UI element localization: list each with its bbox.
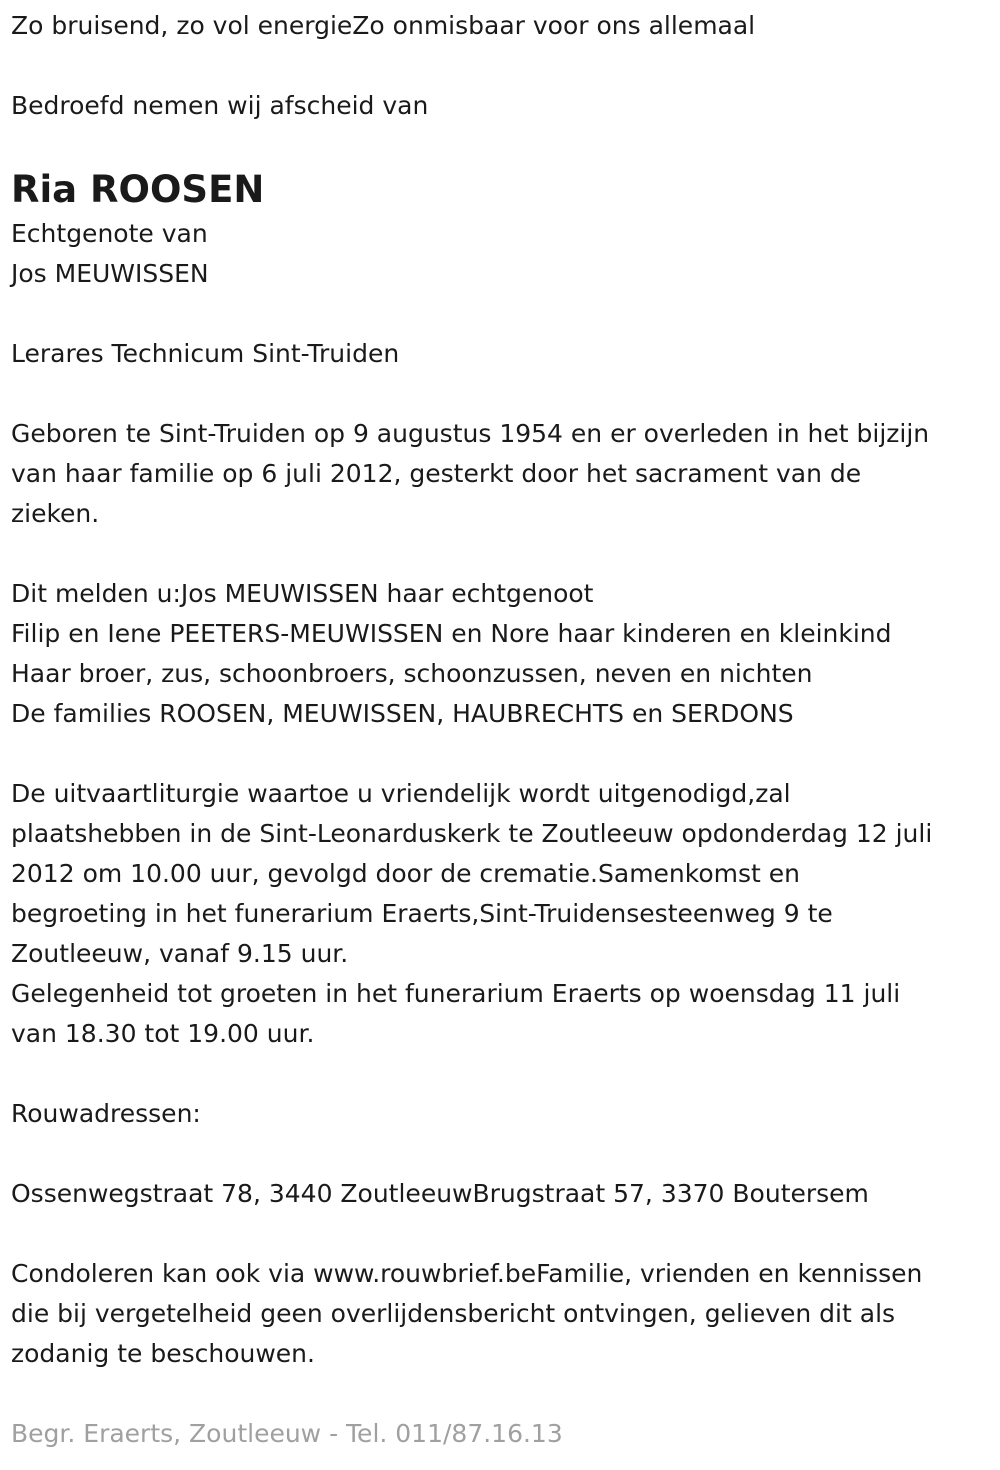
relation-label: Echtgenote van bbox=[11, 219, 208, 248]
spouse-name: Jos MEUWISSEN bbox=[11, 259, 209, 288]
paragraph-line: van haar familie op 6 juli 2012, gesterkt door het sacrament van de bbox=[11, 459, 862, 488]
paragraph-line: Zoutleeuw, vanaf 9.15 uur. bbox=[11, 939, 349, 968]
paragraph-line: zieken. bbox=[11, 499, 100, 528]
family-line: Dit melden u:Jos MEUWISSEN haar echtgenoot bbox=[11, 579, 594, 608]
spacer bbox=[11, 1054, 996, 1094]
announcement-text: Bedroefd nemen wij afscheid van bbox=[11, 91, 429, 120]
paragraph-line: Condoleren kan ook via www.rouwbrief.beFamilie, vrienden en kennissen bbox=[11, 1259, 923, 1288]
spacer bbox=[11, 1214, 996, 1254]
funeral-home-footer: Begr. Eraerts, Zoutleeuw - Tel. 011/87.16.13 bbox=[11, 1419, 563, 1448]
paragraph-line: De uitvaartliturgie waartoe u vriendelijk wordt uitgenodigd,zal bbox=[11, 779, 791, 808]
intro-quote: Zo bruisend, zo vol energieZo onmisbaar voor ons allemaal bbox=[11, 11, 756, 40]
addresses-value: Ossenwegstraat 78, 3440 ZoutleeuwBrugstraat 57, 3370 Boutersem bbox=[11, 1179, 869, 1208]
family-list bbox=[11, 574, 996, 734]
spacer bbox=[11, 534, 996, 574]
paragraph-line: 2012 om 10.00 uur, gevolgd door de crematie.Samenkomst en bbox=[11, 859, 801, 888]
family-line: De families ROOSEN, MEUWISSEN, HAUBRECHTS en SERDONS bbox=[11, 699, 794, 728]
birth-death-paragraph bbox=[11, 414, 996, 534]
spacer bbox=[11, 46, 996, 86]
addresses-label: Rouwadressen: bbox=[11, 1099, 201, 1128]
spacer bbox=[11, 126, 996, 166]
paragraph-line: begroeting in het funerarium Eraerts,Sint-Truidensesteenweg 9 te bbox=[11, 899, 833, 928]
spacer bbox=[11, 1374, 996, 1414]
paragraph-line: Geboren te Sint-Truiden op 9 augustus 1954 en er overleden in het bijzijn bbox=[11, 419, 930, 448]
spacer bbox=[11, 374, 996, 414]
paragraph-line: die bij vergetelheid geen overlijdensbericht ontvingen, gelieven dit als bbox=[11, 1299, 896, 1328]
profession: Lerares Technicum Sint-Truiden bbox=[11, 339, 400, 368]
family-line: Haar broer, zus, schoonbroers, schoonzussen, neven en nichten bbox=[11, 659, 813, 688]
paragraph-line: zodanig te beschouwen. bbox=[11, 1339, 315, 1368]
spacer bbox=[11, 734, 996, 774]
ceremony-paragraph bbox=[11, 774, 996, 1054]
family-line: Filip en Iene PEETERS-MEUWISSEN en Nore haar kinderen en kleinkind bbox=[11, 619, 892, 648]
spacer bbox=[11, 294, 996, 334]
spacer bbox=[11, 1134, 996, 1174]
paragraph-line: plaatshebben in de Sint-Leonarduskerk te Zoutleeuw opdonderdag 12 juli bbox=[11, 819, 933, 848]
paragraph-line: Gelegenheid tot groeten in het funerarium Eraerts op woensdag 11 juli bbox=[11, 979, 901, 1008]
deceased-name: Ria ROOSEN bbox=[11, 168, 265, 211]
obituary-notice bbox=[11, 6, 996, 1454]
paragraph-line: van 18.30 tot 19.00 uur. bbox=[11, 1019, 315, 1048]
condolences-paragraph bbox=[11, 1254, 996, 1374]
